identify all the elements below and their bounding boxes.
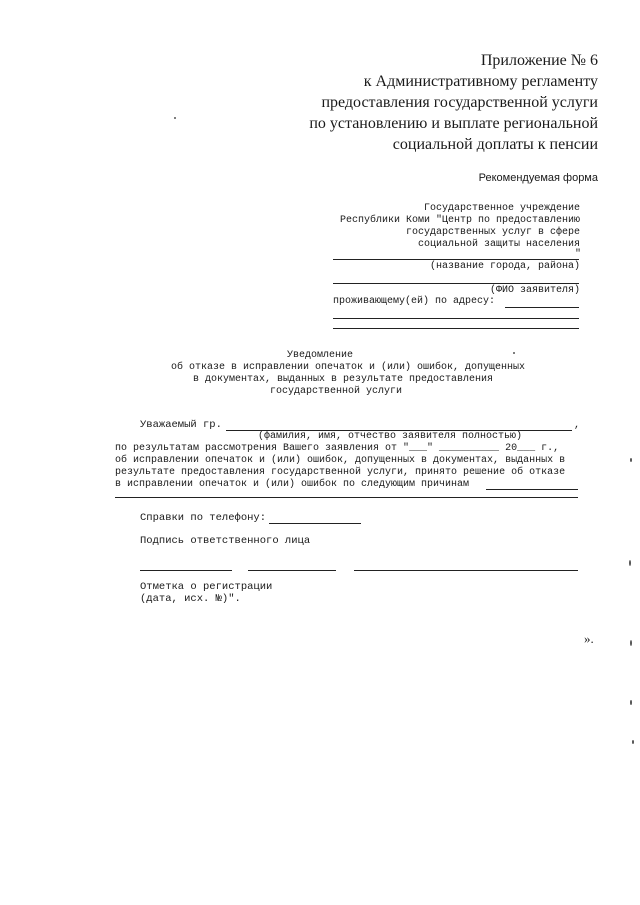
paragraph-line-2: об исправлении опечаток и (или) ошибок, допущенных в документах, выданных в	[115, 455, 566, 466]
address-fill-line-1	[505, 307, 579, 308]
fio-caption: (ФИО заявителя)	[489, 285, 580, 296]
paragraph-line-4: в исправлении опечаток и (или) ошибок по следующим причинам	[115, 479, 470, 490]
scan-speck	[629, 560, 631, 566]
paragraph-line-3: результате предоставления государственной услуги, принято решение об отказе	[115, 467, 566, 478]
scan-speck	[632, 740, 634, 744]
appendix-line-5: социальной доплаты к пенсии	[392, 136, 598, 153]
appendix-line-3: предоставления государственной услуги	[321, 94, 598, 111]
position-fill-line	[140, 570, 232, 571]
scan-speck	[630, 640, 632, 646]
registration-label: Отметка о регистрации	[140, 581, 273, 593]
scan-speck	[630, 458, 632, 462]
signature-label: Подпись ответственного лица	[140, 535, 311, 547]
reasons-fill-line-2	[115, 497, 578, 498]
appendix-number: Приложение № 6	[480, 52, 598, 69]
phone-label: Справки по телефону:	[140, 512, 267, 524]
recommended-form-label: Рекомендуемая форма	[478, 172, 598, 184]
scan-speck	[630, 700, 632, 705]
signature-fill-line	[248, 570, 336, 571]
addressee-line-2: Республики Коми "Центр по предоставлению	[339, 215, 580, 226]
addressee-line-3: государственных услуг в сфере	[405, 227, 580, 238]
address-label: проживающему(ей) по адресу:	[333, 296, 496, 307]
registration-details: (дата, исх. №)".	[140, 593, 241, 605]
notice-subtitle-1: об отказе в исправлении опечаток и (или) ошибок, допущенных	[170, 362, 526, 373]
address-fill-line-3	[333, 328, 579, 329]
address-fill-line-2	[333, 318, 579, 319]
greeting: Уважаемый гр.	[140, 419, 222, 431]
phone-fill-line	[269, 523, 361, 524]
appendix-line-4: по установлению и выплате региональной	[309, 115, 598, 132]
addressee-quote-end: "	[575, 249, 582, 260]
closing-quote-mark: ».	[584, 631, 594, 646]
fullname-caption: (фамилия, имя, отчество заявителя полностью)	[258, 431, 523, 442]
city-fill-line	[333, 259, 579, 260]
scan-speck	[513, 352, 515, 354]
name-fill-line	[354, 570, 578, 571]
notice-subtitle-2: в документах, выданных в результате предоставления	[192, 374, 494, 385]
fio-fill-line	[333, 283, 579, 284]
notice-subtitle-3: государственной услуги	[269, 386, 403, 397]
city-caption: (название города, района)	[429, 261, 580, 272]
scan-speck	[174, 117, 176, 119]
notice-title: Уведомление	[286, 350, 353, 361]
addressee-line-4: социальной защиты населения	[417, 239, 580, 250]
reasons-fill-line-1	[486, 489, 578, 490]
appendix-line-2: к Административному регламенту	[363, 73, 598, 90]
greeting-comma: ,	[574, 420, 581, 431]
paragraph-line-1: по результатам рассмотрения Вашего заявления от "___" __________ 20___ г.,	[115, 443, 560, 454]
addressee-line-1: Государственное учреждение	[423, 203, 580, 214]
